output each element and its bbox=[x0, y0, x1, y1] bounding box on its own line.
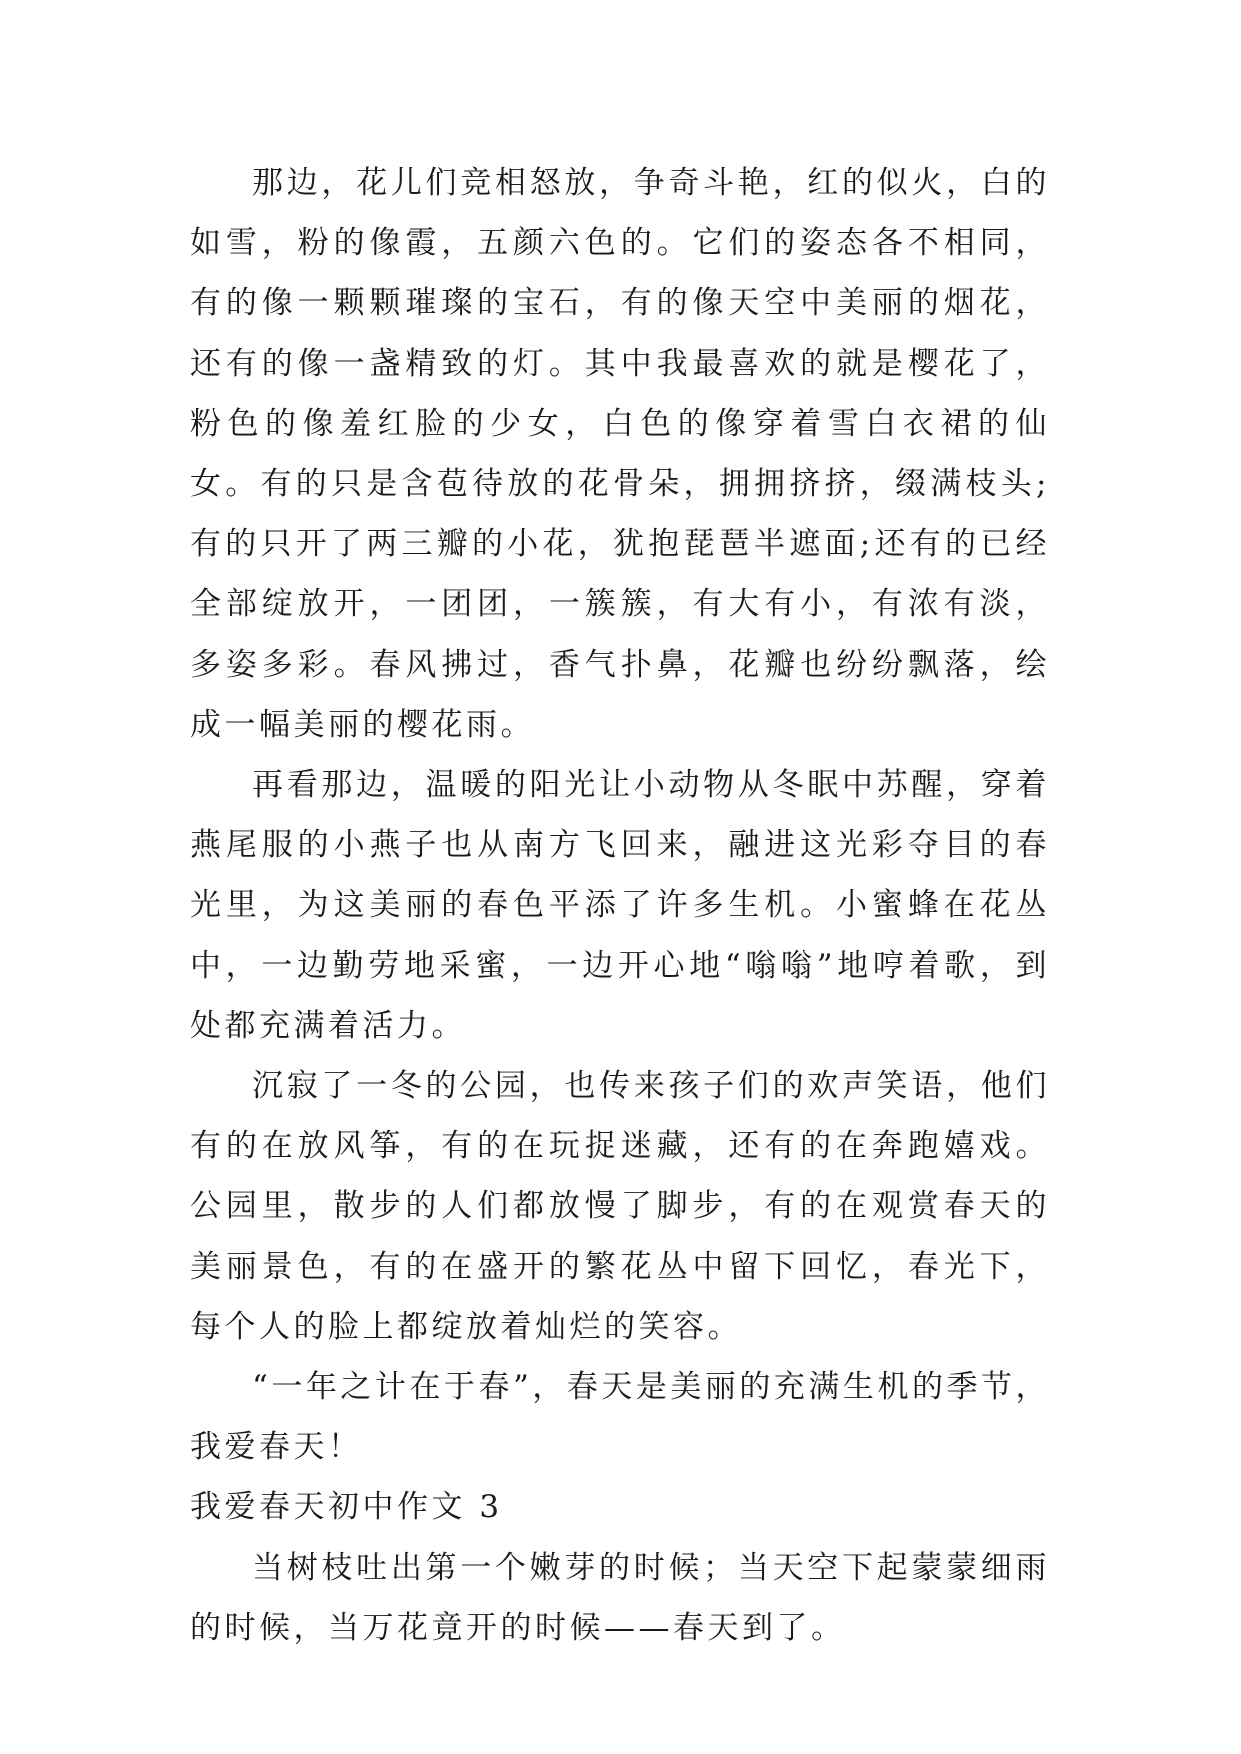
paragraph-animals: 再看那边，温暖的阳光让小动物从冬眠中苏醒，穿着燕尾服的小燕子也从南方飞回来，融进这光彩夺目的春光里，为这美丽的春色平添了许多生机。小蜜蜂在花丛中，一边勤劳地采蜜，一边开心地“嗡嗡”地哼着歌，到处都充满着活力。 bbox=[190, 767, 1050, 1044]
paragraph-flowers: 那边，花儿们竞相怒放，争奇斗艳，红的似火，白的如雪，粉的像霞，五颜六色的。它们的姿态各不相同，有的像一颗颗璀璨的宝石，有的像天空中美丽的烟花，还有的像一盏精致的灯。其中我最喜欢的就是樱花了，粉色的像羞红脸的少女，白色的像穿着雪白衣裙的仙女。有的只是含苞待放的花骨朵，拥拥挤挤，缀满枝头;有的只开了两三瓣的小花，犹抱琵琶半遮面;还有的已经全部绽放开，一团团，一簇簇，有大有小，有浓有淡，多姿多彩。春风拂过，香气扑鼻，花瓣也纷纷飘落，绘成一幅美丽的樱花雨。 bbox=[190, 165, 1050, 743]
document-body bbox=[190, 153, 1050, 1658]
section-heading: 我爱春天初中作文 3 bbox=[190, 1489, 503, 1526]
paragraph-spring-arrives: 当树枝吐出第一个嫩芽的时候；当天空下起蒙蒙细雨的时候，当万花竟开的时候——春天到了。 bbox=[190, 1549, 1050, 1646]
paragraph-conclusion: “一年之计在于春”，春天是美丽的充满生机的季节，我爱春天！ bbox=[190, 1369, 1050, 1466]
paragraph-park: 沉寂了一冬的公园，也传来孩子们的欢声笑语，他们有的在放风筝，有的在玩捉迷藏，还有的在奔跑嬉戏。公园里，散步的人们都放慢了脚步，有的在观赏春天的美丽景色，有的在盛开的繁花丛中留下回忆，春光下，每个人的脸上都绽放着灿烂的笑容。 bbox=[190, 1068, 1050, 1345]
